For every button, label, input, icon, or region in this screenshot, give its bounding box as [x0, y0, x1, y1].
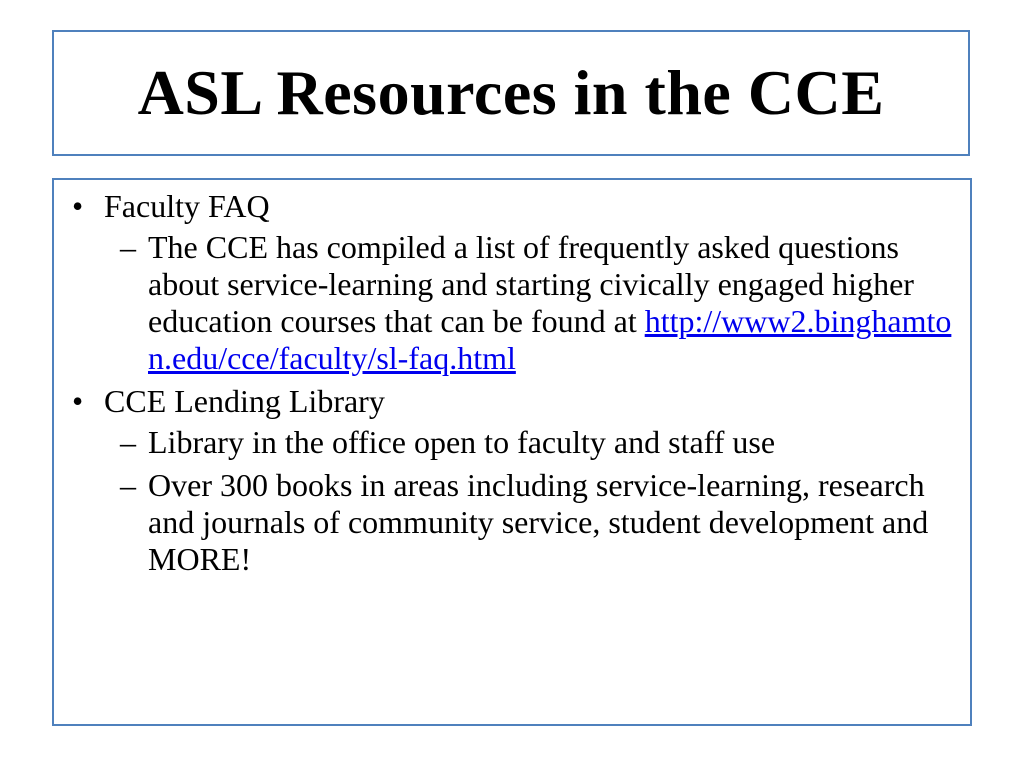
sub-bullet-text: Over 300 books in areas including service-learning, research and journals of community service, student development and MORE!	[148, 467, 929, 577]
bullet-list	[68, 188, 956, 578]
bullet-item	[68, 188, 956, 377]
sub-bullet-text: Library in the office open to faculty and staff use	[148, 424, 776, 460]
bullet-text: CCE Lending Library	[104, 383, 385, 419]
bullet-marker: •	[72, 188, 84, 224]
sub-bullet-item	[104, 424, 956, 461]
content-box	[52, 178, 972, 726]
slide-title: ASL Resources in the CCE	[137, 57, 885, 128]
sub-bullet-item	[104, 467, 956, 578]
bullet-marker: •	[72, 383, 84, 419]
sub-bullet-list	[104, 424, 956, 578]
faq-link[interactable]: http://www2.binghamton.edu/cce/faculty/sl-faq.html	[148, 303, 952, 376]
sub-bullet-text: The CCE has compiled a list of frequently asked questions about service-learning and starting civically engaged higher education courses that can be found at	[148, 229, 914, 339]
title-box	[52, 30, 970, 156]
sub-bullet-list	[104, 229, 956, 377]
dash-marker: –	[120, 467, 136, 503]
dash-marker: –	[120, 424, 136, 460]
bullet-item	[68, 383, 956, 578]
sub-bullet-item	[104, 229, 956, 377]
dash-marker: –	[120, 229, 136, 265]
bullet-text: Faculty FAQ	[104, 188, 270, 224]
